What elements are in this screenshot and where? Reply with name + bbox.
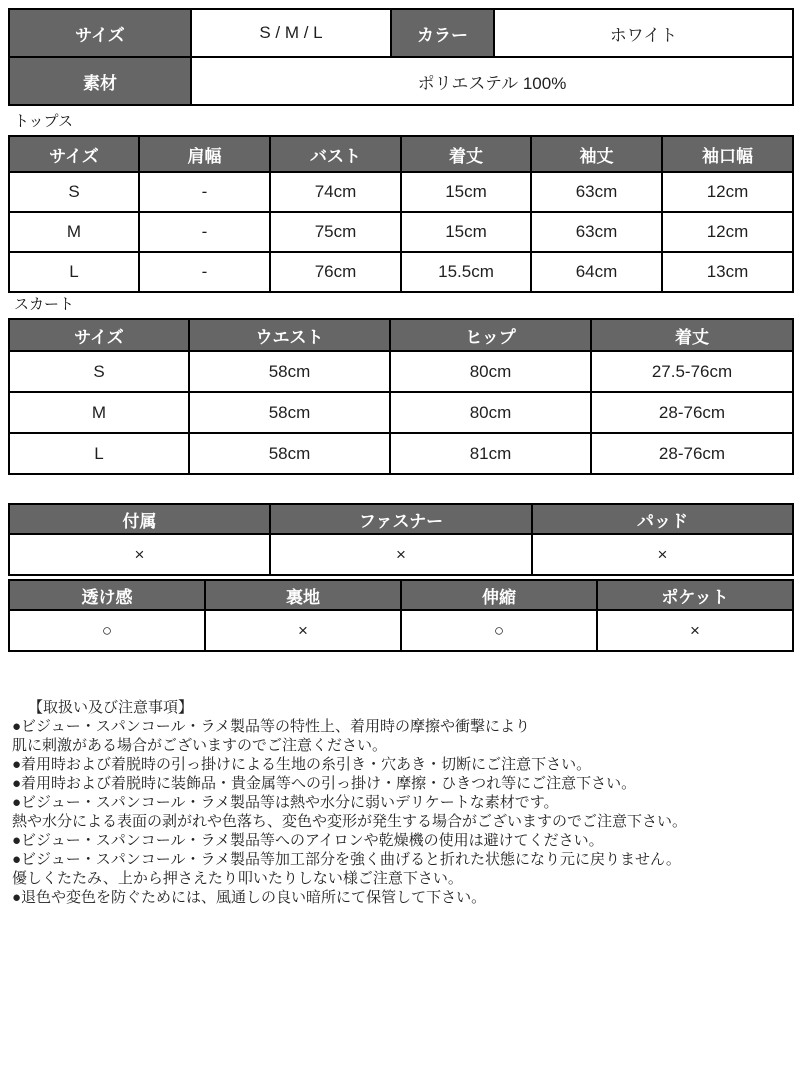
care-note-line: ●ビジュー・スパンコール・ラメ製品等の特性上、着用時の摩擦や衝撃により [12, 718, 531, 735]
tops-cell: 63cm [531, 172, 662, 212]
skirt-cell: 28-76cm [591, 392, 793, 433]
tops-header-row [9, 136, 793, 172]
skirt-header-cell: 着丈 [591, 319, 793, 351]
tops-header-cell: 肩幅 [139, 136, 270, 172]
features2-header-cell: 伸縮 [401, 580, 597, 610]
tops-header-cell: 袖口幅 [662, 136, 793, 172]
tops-cell: 15cm [401, 172, 531, 212]
tops-cell: 15cm [401, 212, 531, 252]
tops-header-cell: バスト [270, 136, 401, 172]
spec-material-label: 素材 [9, 57, 191, 105]
skirt-row-l [9, 433, 793, 474]
tops-cell: L [9, 252, 139, 292]
care-note-line: 優しくたたみ、上から押さえたり叩いたりしない様ご注意下さい。 [12, 870, 463, 887]
skirt-row-m [9, 392, 793, 433]
tops-cell: - [139, 252, 270, 292]
tops-size-table [8, 135, 794, 293]
skirt-cell: 58cm [189, 351, 390, 392]
tops-cell: - [139, 212, 270, 252]
tops-row-s [9, 172, 793, 212]
features1-header-cell: パッド [532, 504, 793, 534]
skirt-cell: 80cm [390, 351, 591, 392]
features1-value-cell: × [9, 534, 270, 575]
tops-section-label: トップス [14, 113, 73, 130]
skirt-cell: S [9, 351, 189, 392]
care-note-line: 肌に刺激がある場合がございますのでご注意ください。 [12, 737, 388, 754]
tops-header-cell: 着丈 [401, 136, 531, 172]
skirt-size-table [8, 318, 794, 475]
care-note-line: ●着用時および着脱時の引っ掛けによる生地の糸引き・穴あき・切断にご注意下さい。 [12, 756, 592, 773]
tops-cell: 12cm [662, 212, 793, 252]
care-notes [0, 698, 800, 907]
tops-cell: 63cm [531, 212, 662, 252]
tops-cell: 13cm [662, 252, 793, 292]
spec-table [8, 8, 794, 106]
spec-row-size-color [9, 9, 793, 57]
skirt-header-cell: ヒップ [390, 319, 591, 351]
features1-value-row [9, 534, 793, 575]
features1-value-cell: × [532, 534, 793, 575]
care-note-line: 熱や水分による表面の剥がれや色落ち、変色や変形が発生する場合がございますのでご注意下さい。 [12, 813, 688, 830]
features-table-1 [8, 503, 794, 576]
skirt-cell: 81cm [390, 433, 591, 474]
spec-size-value: S / M / L [191, 9, 391, 57]
tops-cell: 64cm [531, 252, 662, 292]
features2-header-row [9, 580, 793, 610]
skirt-cell: M [9, 392, 189, 433]
tops-cell: M [9, 212, 139, 252]
features1-header-row [9, 504, 793, 534]
spec-material-value: ポリエステル 100% [191, 57, 793, 105]
care-note-line: ●ビジュー・スパンコール・ラメ製品等は熱や水分に弱いデリケートな素材です。 [12, 794, 559, 811]
tops-cell: S [9, 172, 139, 212]
tops-cell: 75cm [270, 212, 401, 252]
tops-header-cell: サイズ [9, 136, 139, 172]
skirt-section-label: スカート [14, 296, 75, 313]
features1-value-cell: × [270, 534, 532, 575]
tops-row-m [9, 212, 793, 252]
spec-color-label: カラー [391, 9, 494, 57]
skirt-cell: 28-76cm [591, 433, 793, 474]
features2-value-cell: × [597, 610, 793, 651]
spec-row-material [9, 57, 793, 105]
care-note-line: ●ビジュー・スパンコール・ラメ製品等へのアイロンや乾燥機の使用は避けてください。 [12, 832, 604, 849]
tops-cell: 15.5cm [401, 252, 531, 292]
skirt-row-s [9, 351, 793, 392]
features2-header-cell: ポケット [597, 580, 793, 610]
spec-color-value: ホワイト [494, 9, 793, 57]
features1-header-cell: 付属 [9, 504, 270, 534]
skirt-cell: L [9, 433, 189, 474]
spec-size-label: サイズ [9, 9, 191, 57]
skirt-header-row [9, 319, 793, 351]
care-note-line: ●着用時および着脱時に装飾品・貴金属等への引っ掛け・摩擦・ひきつれ等にご注意下さい。 [12, 775, 637, 792]
tops-cell: 74cm [270, 172, 401, 212]
care-note-line: ●退色や変色を防ぐためには、風通しの良い暗所にて保管して下さい。 [12, 889, 487, 906]
features2-header-cell: 裏地 [205, 580, 401, 610]
skirt-header-cell: ウエスト [189, 319, 390, 351]
features2-value-row [9, 610, 793, 651]
tops-header-cell: 袖丈 [531, 136, 662, 172]
skirt-cell: 80cm [390, 392, 591, 433]
tops-cell: - [139, 172, 270, 212]
care-notes-title: 【取扱い及び注意事項】 [28, 699, 194, 716]
tops-row-l [9, 252, 793, 292]
features2-value-cell: ○ [401, 610, 597, 651]
skirt-header-cell: サイズ [9, 319, 189, 351]
skirt-cell: 27.5-76cm [591, 351, 793, 392]
features2-value-cell: × [205, 610, 401, 651]
features2-value-cell: ○ [9, 610, 205, 651]
features-table-2 [8, 579, 794, 652]
skirt-cell: 58cm [189, 433, 390, 474]
care-note-line: ●ビジュー・スパンコール・ラメ製品等加工部分を強く曲げると折れた状態になり元に戻りません。 [12, 851, 681, 868]
features2-header-cell: 透け感 [9, 580, 205, 610]
features1-header-cell: ファスナー [270, 504, 532, 534]
skirt-cell: 58cm [189, 392, 390, 433]
tops-cell: 12cm [662, 172, 793, 212]
tops-cell: 76cm [270, 252, 401, 292]
